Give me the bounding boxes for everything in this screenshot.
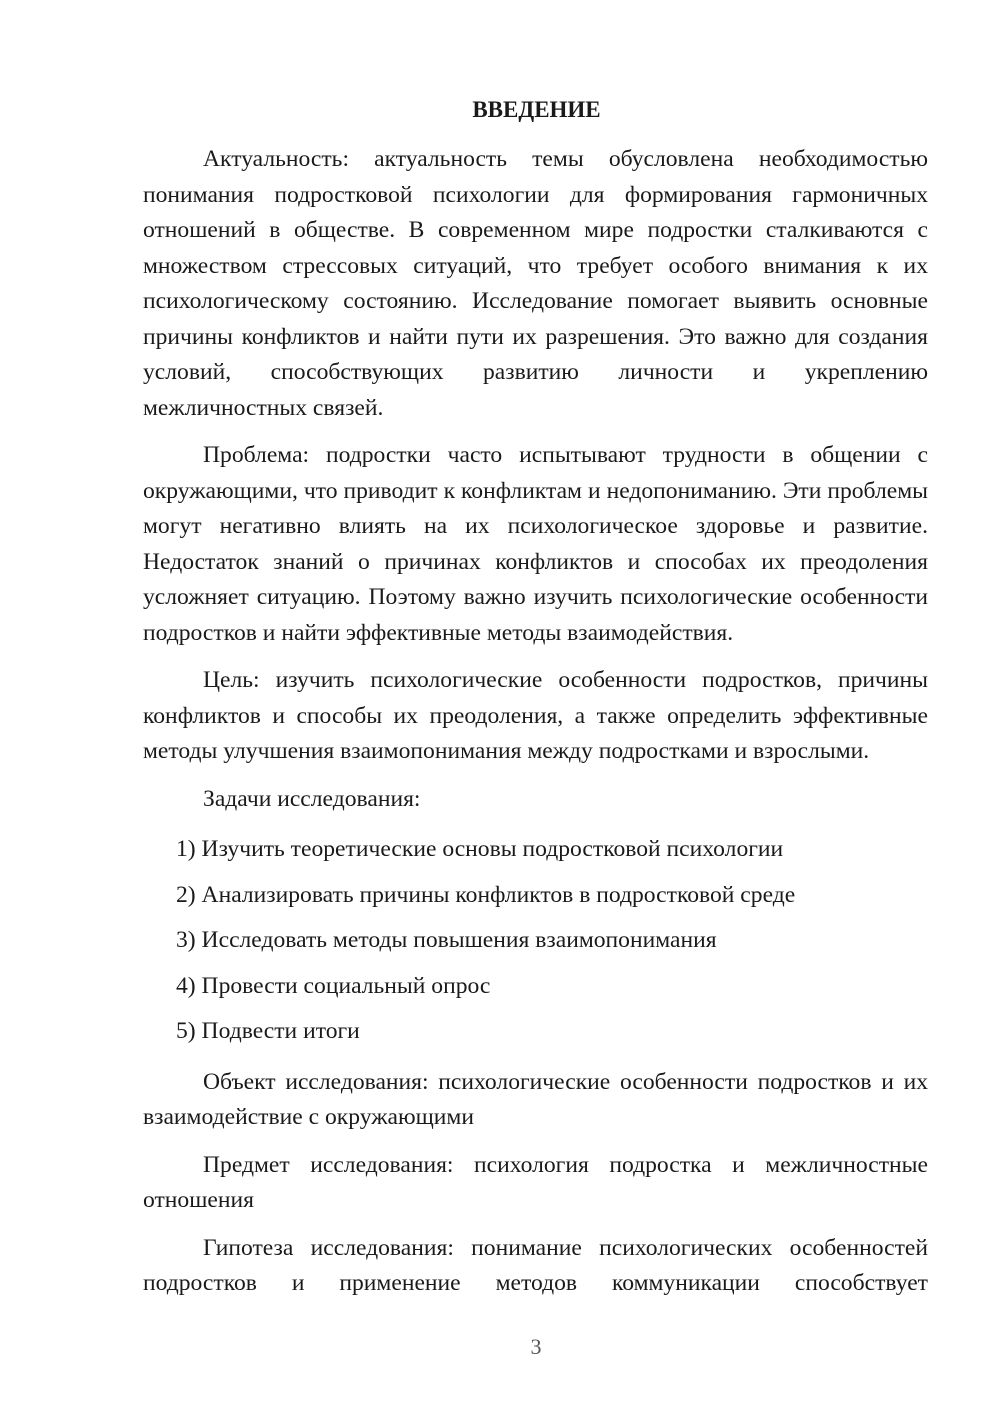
page-number: 3 [530, 1334, 542, 1359]
tasks-title: Задачи исследования: [203, 785, 421, 812]
tasks-list [143, 827, 928, 1055]
task-item-1: 1) Изучить теоретические основы подростковой психологии [176, 836, 784, 862]
section-heading: ВВЕДЕНИЕ [472, 97, 601, 122]
task-item-4: 4) Провести социальный опрос [176, 972, 491, 999]
relevance-paragraph: Актуальность: актуальность темы обусловлена необходимостью понимания подростковой психологии для формирования гармоничных отношений в обществе. В современном мире подростки сталкиваются с множеством стрессовых ситуаций, что требует особого внимания к их психологическому состоянию. Исследование помогает выявить основные причины конфликтов и найти пути их разрешения. Это важно для создания условий, способствующих развитию личности и укреплению межличностных связей. [143, 146, 928, 421]
task-item-5: 5) Подвести итоги [176, 1018, 360, 1044]
object-paragraph: Объект исследования: психологические особенности подростков и их взаимодействие с окружающими [143, 1068, 928, 1130]
task-item-2: 2) Анализировать причины конфликтов в подростковой среде [176, 881, 796, 908]
hypothesis-paragraph: Гипотеза исследования: понимание психологических особенностей подростков и применение методов коммуникации способствует [143, 1234, 928, 1296]
page-body [143, 94, 928, 1314]
task-item-3: 3) Исследовать методы повышения взаимопонимания [176, 927, 717, 953]
problem-paragraph: Проблема: подростки часто испытывают трудности в общении с окружающими, что приводит к конфликтам и недопониманию. Эти проблемы могут негативно влиять на их психологическое здоровье и развитие. Недостаток знаний о причинах конфликтов и способах их преодоления усложняет ситуацию. Поэтому важно изучить психологические особенности подростков и найти эффективные методы взаимодействия. [143, 442, 928, 646]
goal-paragraph: Цель: изучить психологические особенности подростков, причины конфликтов и способы их преодоления, а также определить эффективные методы улучшения взаимопонимания между подростками и взрослыми. [143, 667, 928, 764]
subject-paragraph: Предмет исследования: психология подростка и межличностные отношения [143, 1151, 928, 1213]
